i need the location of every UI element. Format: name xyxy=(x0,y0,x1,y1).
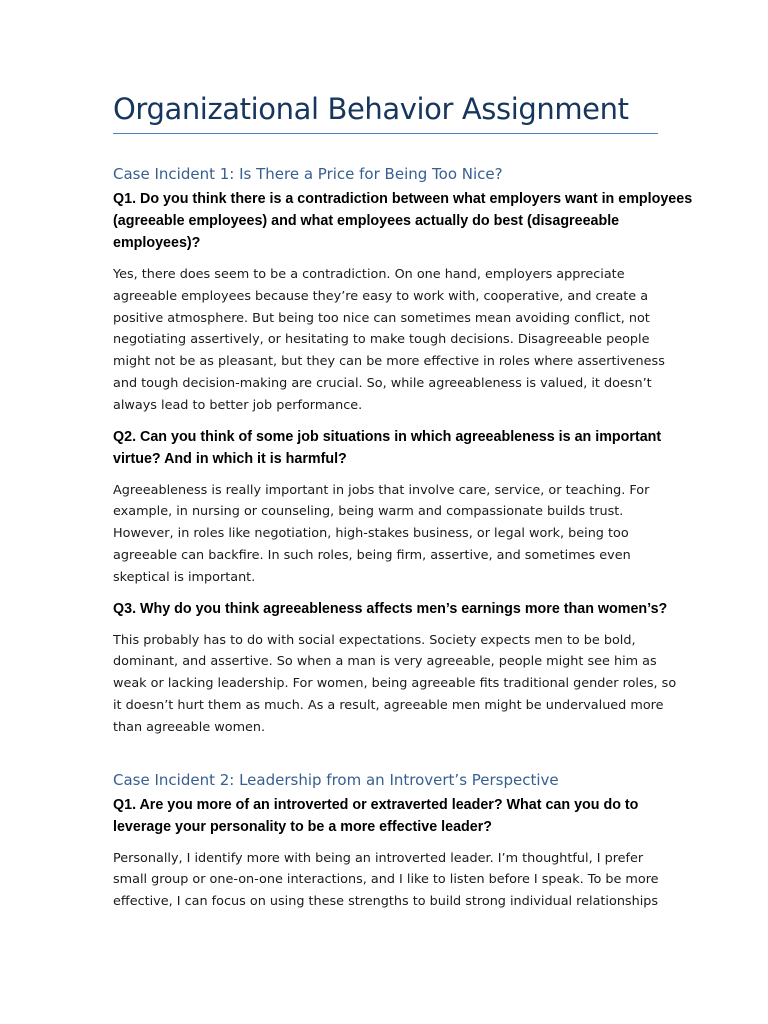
case-2-answer-1 xyxy=(113,848,658,913)
answer-line: agreeable employees because they’re easy to work with, cooperative, and create a xyxy=(113,288,649,304)
question-line: virtue? And in which it is harmful? xyxy=(113,450,347,467)
question-line: employees)? xyxy=(113,235,201,251)
case-1-answer-3 xyxy=(113,630,677,739)
question-line: (agreeable employees) and what employees actually do best (disagreeable xyxy=(113,213,620,229)
answer-line: Yes, there does seem to be a contradiction. On one hand, employers appreciate xyxy=(113,267,625,282)
answer-line: effective, I can focus on using these strengths to build strong individual relationships xyxy=(113,894,659,910)
answer-line: This probably has to do with social expectations. Society expects men to be bold, xyxy=(113,632,636,648)
case-2-question-1 xyxy=(113,794,658,838)
case-1-question-1 xyxy=(113,188,693,254)
question-line: Q3. Why do you think agreeableness affects men’s earnings more than women’s? xyxy=(113,600,668,617)
document-page xyxy=(113,92,693,913)
answer-line: than agreeable women. xyxy=(113,719,266,735)
answer-line: skeptical is important. xyxy=(113,569,256,585)
case-1-heading: Case Incident 1: Is There a Price for Being Too Nice? xyxy=(113,165,503,183)
question-line: Q1. Do you think there is a contradiction between what employers want in employees xyxy=(113,191,693,207)
answer-line: example, in nursing or counseling, being warm and compassionate builds trust. xyxy=(113,504,624,520)
document-title: Organizational Behavior Assignment xyxy=(113,92,658,134)
case-1-answer-1 xyxy=(113,264,665,417)
answer-line: Personally, I identify more with being an introverted leader. I’m thoughtful, I prefer xyxy=(113,850,644,866)
case-1-question-3 xyxy=(113,598,668,620)
answer-line: However, in roles like negotiation, high-stakes business, or legal work, being too xyxy=(113,526,629,542)
question-line: leverage your personality to be a more effective leader? xyxy=(113,818,493,835)
answer-line: might not be as pleasant, but they can be more effective in roles where assertiveness xyxy=(113,354,665,370)
case-1-answer-2 xyxy=(113,480,658,589)
answer-line: dominant, and assertive. So when a man is very agreeable, people might see him as xyxy=(113,654,657,670)
answer-line: weak or lacking leadership. For women, being agreeable fits traditional gender roles, so xyxy=(113,676,677,692)
question-line: Q1. Are you more of an introverted or extraverted leader? What can you do to xyxy=(113,796,639,813)
answer-line: always lead to better job performance. xyxy=(113,397,363,413)
answer-line: negotiating assertively, or hesitating to make tough decisions. Disagreeable people xyxy=(113,332,650,348)
question-line: Q2. Can you think of some job situations in which agreeableness is an important xyxy=(113,428,662,445)
case-2-heading: Case Incident 2: Leadership from an Introvert’s Perspective xyxy=(113,770,559,789)
answer-line: small group or one-on-one interactions, and I like to listen before I speak. To be more xyxy=(113,872,659,888)
answer-line: Agreeableness is really important in jobs that involve care, service, or teaching. For xyxy=(113,482,650,498)
answer-line: and tough decision-making are crucial. So, while agreeableness is valued, it doesn’t xyxy=(113,375,652,391)
answer-line: agreeable can backfire. In such roles, being firm, assertive, and sometimes even xyxy=(113,547,631,563)
case-1-question-2 xyxy=(113,426,662,470)
answer-line: positive atmosphere. But being too nice can sometimes mean avoiding conflict, not xyxy=(113,310,650,326)
answer-line: it doesn’t hurt them as much. As a result, agreeable men might be undervalued more xyxy=(113,697,664,713)
